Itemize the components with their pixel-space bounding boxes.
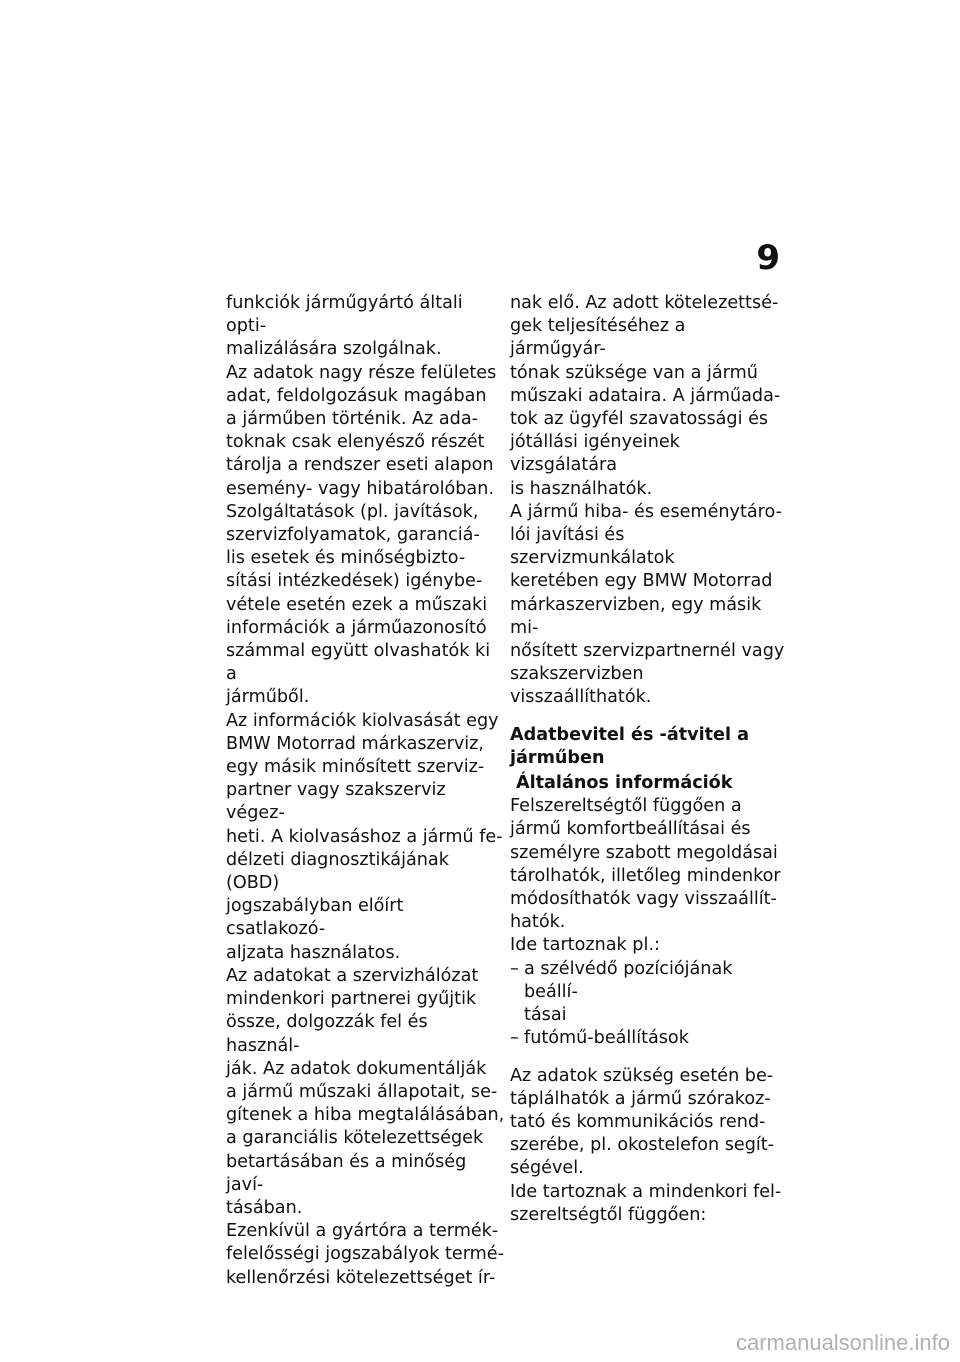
paragraph: Az adatok szükség esetén be- táplálhatók a jármű szórakoz- tató és kommunikációs rend- szerébe, pl. okostelefon segít- ségével. [510, 1065, 775, 1179]
left-column [226, 292, 506, 1290]
paragraph: nak elő. Az adott kötelezettsé- gek teljesítéséhez a járműgyár- tónak szüksége van a jármű műszaki adataira. A járműada- tok az ügyfél szavatossági és jótállási igényeinek vizsgálatára is használhatók. [510, 293, 781, 499]
paragraph: Ide tartoznak a mindenkori fel- szereltségtől függően: [510, 1181, 782, 1225]
paragraph: funkciók járműgyártó általi opti- malizálására szolgálnak. [226, 293, 463, 360]
watermark: carmanualsonline.info [735, 1330, 950, 1355]
section-heading: Adatbevitel és -átvitel a járműben [510, 724, 750, 768]
paragraph: Ezenkívül a gyártóra a termék- felelősségi jogszabályok termé- kellenőrzési kötelezettséget ír- [226, 1221, 504, 1288]
paragraph: A jármű hiba- és eseménytáro- lói javítási és szervizmunkálatok keretében egy BMW Motorrad márkaszervizben, egy másik mi- nősített szervizpartnernél vagy szakszervizben visszaállíthatók. [510, 501, 785, 708]
paragraph: Az adatokat a szervizhálózat mindenkori partnerei gyűjtik össze, dolgozzák fel és használ- ják. Az adatok dokumentálják a jármű műszaki állapotait, se- gítenek a hiba megtalálásában, a garanciális kötelezettségek betartásában és a minőség javí- tásában. [226, 965, 505, 1218]
list-item-text: a szélvédő pozíciójának beállí- tásai [524, 958, 733, 1026]
paragraph: Felszereltségtől függően a jármű komfortbeállításai és személyre szabott megoldásai tárolhatók, illetőleg mindenkor módosíthatók vagy visszaállít- hatók. [510, 796, 781, 933]
paragraph: Szolgáltatások (pl. javítások, szervizfolyamatok, garanciá- lis esetek és minőségbizto- sítási intézkedések) igénybe- vétele esetén ezek a műszaki információk a járműazonosító számmal együtt olvashatók ki a járműből. [226, 501, 491, 708]
bullet-list [510, 958, 786, 1051]
page-number: 9 [756, 238, 780, 278]
list-item [510, 1027, 786, 1050]
list-item [510, 958, 786, 1028]
paragraph: Az adatok nagy része felületes adat, feldolgozásuk magában a járműben történik. Az ada- toknak csak elenyésző részét tárolja a rendszer eseti alapon esemény- vagy hibatárolóban. [226, 362, 497, 499]
paragraph: Ide tartoznak pl.: [510, 935, 660, 956]
list-marker: – [510, 958, 519, 979]
paragraph: Az információk kiolvasását egy BMW Motorrad márkaszerviz, egy másik minősített szerviz- partner vagy szakszerviz végez- heti. A kiolvasáshoz a jármű fe- délzeti diagnosztikájának (OBD) jogszabályban előírt csatlakozó- aljzata használatos. [226, 710, 503, 963]
list-marker: – [510, 1028, 519, 1049]
subsection-heading: Általános információk [516, 773, 733, 794]
list-item-text: futómű-beállítások [524, 1028, 689, 1049]
right-column [510, 292, 786, 1227]
